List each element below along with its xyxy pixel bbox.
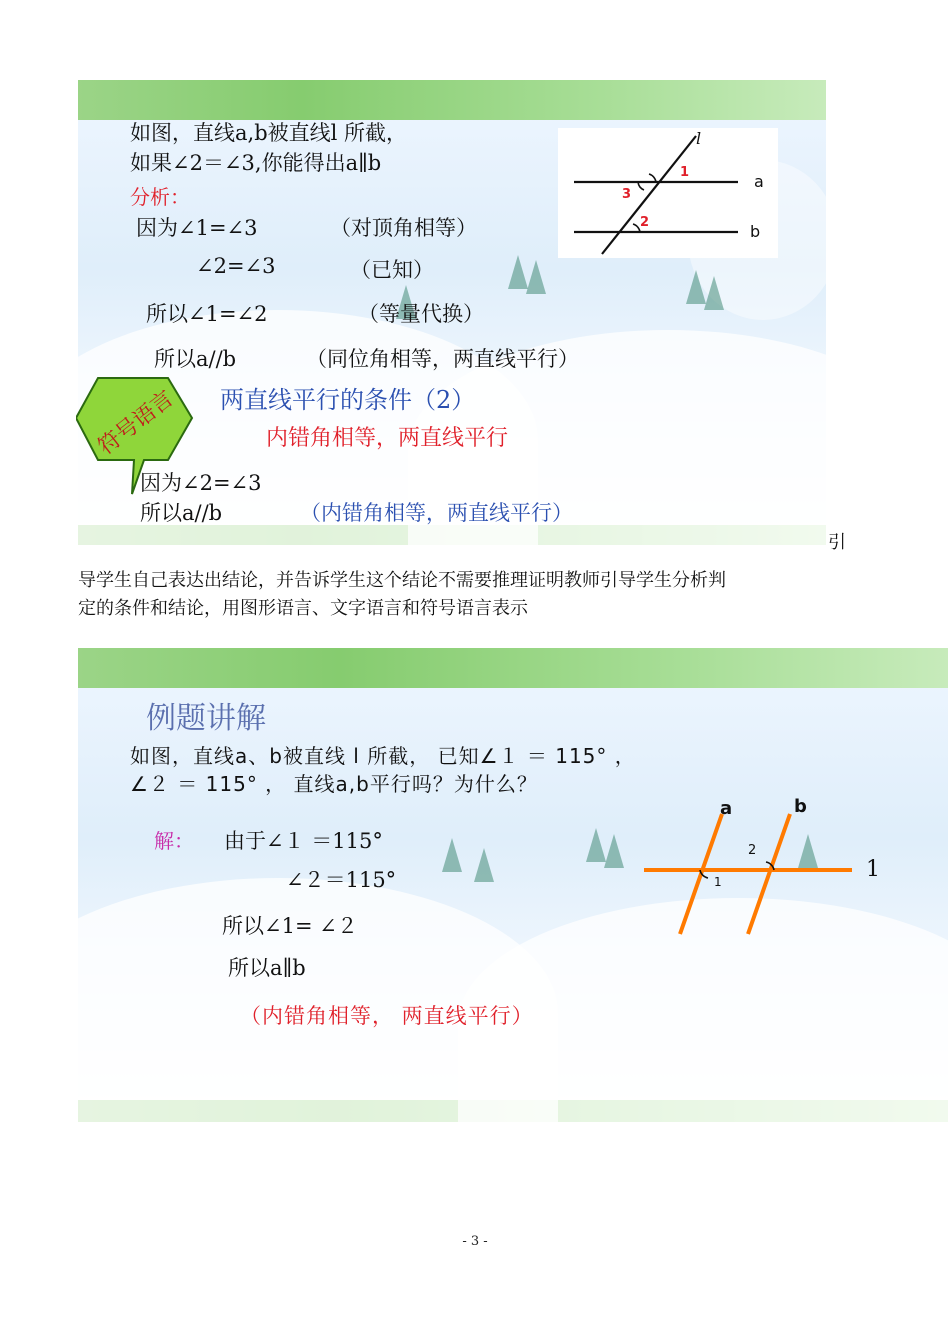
step-4-expression: 所以a//b: [154, 347, 237, 371]
body-line-1: 导学生自己表达出结论，并告诉学生这个结论不需要推理证明教师引导学生分析判: [78, 570, 726, 591]
solution-reason: （内错角相等， 两直线平行）: [240, 1004, 534, 1028]
step-2-expression: ∠2=∠3: [196, 254, 276, 278]
pine-tree-icon: [474, 848, 494, 882]
theorem-statement: 内错角相等，两直线平行: [266, 426, 509, 451]
problem-line-2: 如果∠2＝∠3,你能得出a∥b: [130, 151, 382, 175]
theorem-title: 两直线平行的条件（2）: [220, 386, 476, 414]
step-1-reason: （对顶角相等）: [330, 216, 477, 240]
pine-tree-icon: [604, 834, 624, 868]
solution-line-4: 所以a∥b: [228, 956, 306, 980]
trailing-char: 引: [828, 532, 846, 553]
line-l: [602, 136, 696, 254]
badge-text: 符号语言: [93, 386, 179, 461]
pine-tree-icon: [442, 838, 462, 872]
label-b: b: [750, 222, 761, 241]
proof-reason: （内错角相等，两直线平行）: [300, 501, 573, 525]
step-3-reason: （等量代换）: [358, 302, 484, 326]
angle-arc: [638, 182, 644, 190]
label-angle-1: 1: [714, 875, 722, 889]
solution-line-3: 所以∠1= ∠２: [222, 914, 358, 938]
example-problem-line-2: ∠２ ＝ 115° ， 直线a,b平行吗？为什么？: [130, 772, 538, 796]
step-1-expression: 因为∠1=∠3: [136, 216, 258, 240]
problem-line-1: 如图，直线a,b被直线l 所截，: [130, 121, 408, 145]
proof-therefore: 所以a//b: [140, 501, 223, 525]
pine-tree-icon: [526, 260, 546, 294]
label-a: a: [720, 798, 733, 819]
step-3-expression: 所以∠1=∠2: [146, 302, 268, 326]
label-b: b: [794, 796, 807, 817]
label-angle-2: 2: [640, 215, 650, 230]
label-angle-1: 1: [680, 165, 690, 180]
solution-label: 解：: [154, 829, 194, 853]
example-title: 例题讲解: [146, 701, 266, 736]
line-b: [748, 814, 790, 934]
solution-line-2: ∠２＝115°: [286, 868, 397, 892]
pine-tree-icon: [704, 276, 724, 310]
label-angle-3: 3: [622, 187, 632, 202]
step-2-reason: （已知）: [350, 258, 434, 282]
pine-tree-icon: [508, 255, 528, 289]
slide-1-top-band: [78, 80, 826, 120]
body-line-2: 定的条件和结论，用图形语言、文字语言和符号语言表示: [78, 598, 528, 619]
pine-tree-icon: [686, 270, 706, 304]
label-a: a: [754, 172, 764, 191]
diagram-svg: [558, 128, 778, 258]
label-angle-2: 2: [748, 843, 757, 858]
solution-line-1: 由于∠１ ＝115°: [224, 829, 383, 853]
analysis-label: 分析：: [130, 185, 190, 209]
label-l: l: [696, 129, 702, 148]
pine-tree-icon: [586, 828, 606, 862]
proof-because: 因为∠2=∠3: [140, 471, 262, 495]
parallel-lines-diagram-2: [640, 794, 890, 944]
parallel-lines-diagram-1: [558, 128, 778, 258]
step-4-reason: （同位角相等，两直线平行）: [306, 347, 579, 371]
slide-2-top-band: [78, 648, 948, 688]
angle-arc: [633, 224, 640, 232]
example-problem-line-1: 如图，直线a、b被直线 l 所截， 已知∠１ ＝ 115° ，: [130, 744, 636, 768]
label-transversal: 1: [866, 857, 880, 882]
angle-arc: [649, 174, 656, 182]
diagram-svg: [640, 794, 890, 944]
page-number: - 3 -: [462, 1234, 488, 1249]
